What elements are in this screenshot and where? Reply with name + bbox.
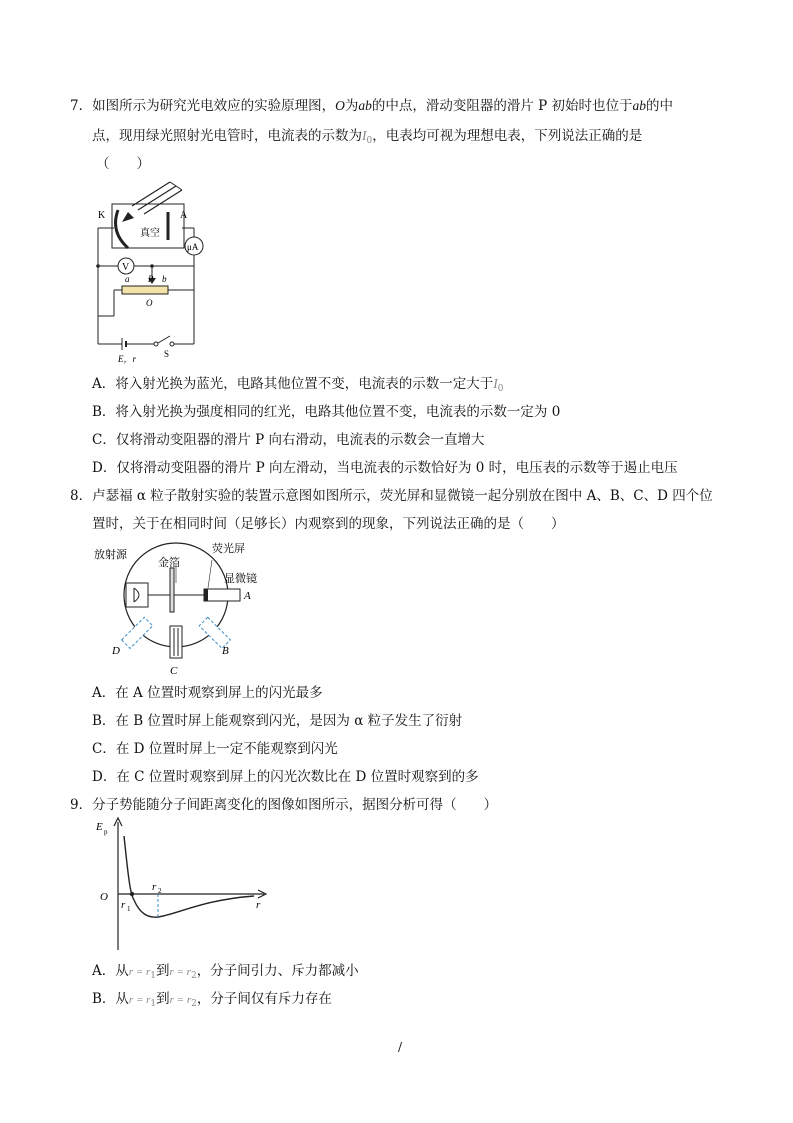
svg-text:r: r xyxy=(121,899,126,911)
svg-text:r: r xyxy=(152,881,157,893)
q8-stem-line2: 置时，关于在相同时间（足够长）内观察到的现象，下列说法正确的是（ ） xyxy=(92,516,565,532)
svg-text:B: B xyxy=(222,645,229,657)
q7-stem-line2: 点，现用绿光照射光电管时，电流表的示数为$I_0$，电表均可视为理想电表，下列说法正确的是 xyxy=(92,128,643,146)
svg-text:E: E xyxy=(96,821,103,833)
svg-text:A: A xyxy=(180,210,188,221)
svg-text:r: r xyxy=(256,899,261,911)
svg-text:E，r: E，r xyxy=(118,354,137,364)
svg-text:b: b xyxy=(162,274,167,284)
svg-text:V: V xyxy=(122,262,130,273)
q7-stem-line1: 7．如图所示为研究光电效应的实验原理图，O为ab的中点，滑动变阻器的滑片 P 初始时也位于ab的中 xyxy=(70,98,674,114)
photoelectric-circuit-diagram xyxy=(92,176,232,366)
q7-answer-bracket: （ ） xyxy=(96,156,150,172)
svg-text:放射源: 放射源 xyxy=(94,549,127,561)
svg-text:K: K xyxy=(98,210,106,221)
potential-energy-graph xyxy=(94,814,274,954)
q7-option-b: B．将入射光换为强度相同的红光，电路其他位置不变，电流表的示数一定为 0 xyxy=(92,404,561,420)
svg-text:显微镜: 显微镜 xyxy=(224,573,257,585)
q9-stem: 9．分子势能随分子间距离变化的图像如图所示，据图分析可得（ ） xyxy=(70,797,498,813)
svg-text:O: O xyxy=(100,891,108,903)
q7-option-d: D．仅将滑动变阻器的滑片 P 向左滑动，当电流表的示数恰好为 0 时，电压表的示数等于遏止电压 xyxy=(92,460,678,476)
svg-text:a: a xyxy=(125,274,130,284)
q8-option-d: D．在 C 位置时观察到屏上的闪光次数比在 D 位置时观察到的多 xyxy=(92,769,479,785)
q9-option-b: B．从$r = r_1$到$r = r_2$，分子间仅有斥力存在 xyxy=(92,991,332,1009)
svg-text:S: S xyxy=(164,349,170,359)
q8-option-a: A．在 A 位置时观察到屏上的闪光最多 xyxy=(92,685,323,701)
page-footer-mark: / xyxy=(398,1040,403,1054)
svg-text:D: D xyxy=(112,645,120,657)
alpha-scattering-diagram xyxy=(94,538,284,678)
q7-option-c: C．仅将滑动变阻器的滑片 P 向右滑动，电流表的示数会一直增大 xyxy=(92,432,485,448)
svg-text:2: 2 xyxy=(158,887,162,895)
svg-text:P: P xyxy=(148,274,154,284)
svg-text:μA: μA xyxy=(187,242,199,252)
svg-text:1: 1 xyxy=(127,905,131,913)
svg-text:C: C xyxy=(170,665,178,677)
svg-text:p: p xyxy=(104,828,108,836)
svg-text:O: O xyxy=(146,298,153,308)
svg-text:金箔: 金箔 xyxy=(158,557,180,569)
svg-text:A: A xyxy=(244,590,251,602)
q8-option-b: B．在 B 位置时屏上能观察到闪光，是因为 α 粒子发生了衍射 xyxy=(92,713,463,729)
q7-option-a: A．将入射光换为蓝光，电路其他位置不变，电流表的示数一定大于$I_0$ xyxy=(92,376,504,394)
svg-text:荧光屏: 荧光屏 xyxy=(212,543,245,555)
q8-stem-line1: 8．卢瑟福 α 粒子散射实验的装置示意图如图所示，荧光屏和显微镜一起分别放在图中 A、B、C、D 四个位 xyxy=(70,488,713,504)
q8-option-c: C．在 D 位置时屏上一定不能观察到闪光 xyxy=(92,741,338,757)
q9-option-a: A．从$r = r_1$到$r = r_2$，分子间引力、斥力都减小 xyxy=(92,963,359,981)
svg-text:真空: 真空 xyxy=(140,228,160,239)
